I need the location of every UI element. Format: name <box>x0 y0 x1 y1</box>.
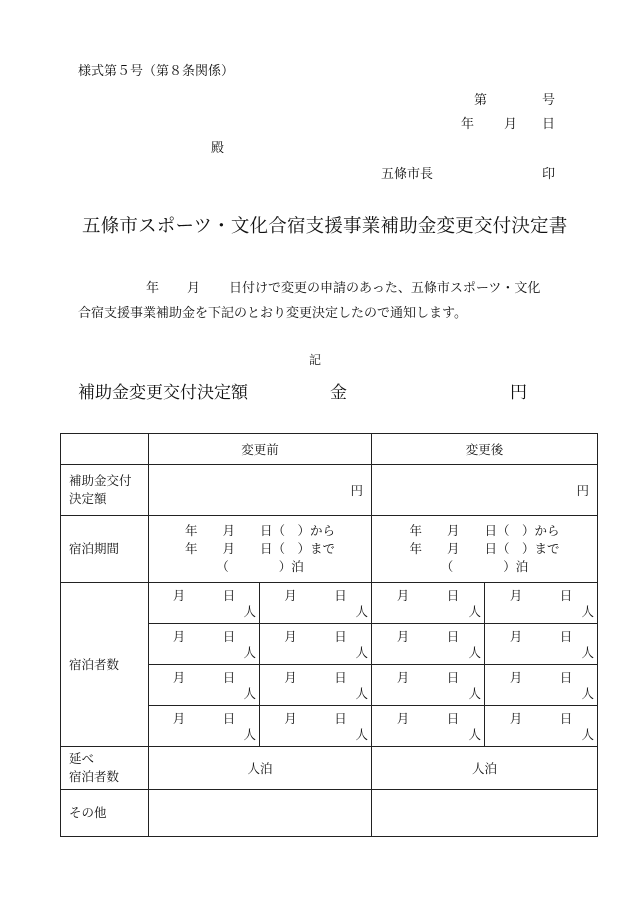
guest-count-cell <box>149 665 260 706</box>
issuer-name: 五條市長 <box>381 167 434 182</box>
month-day: 月 日 <box>284 670 347 685</box>
month-day: 月 日 <box>284 588 347 603</box>
nin-unit: 人 <box>243 604 256 619</box>
nin-unit: 人 <box>243 645 256 660</box>
addressee-dono: 殿 <box>211 141 225 156</box>
total-label-line2: 宿泊者数 <box>69 769 120 784</box>
details-table <box>60 433 598 837</box>
grant-amount-row <box>61 465 598 516</box>
month-day: 月 日 <box>172 629 236 644</box>
guest-count-cell <box>149 624 260 665</box>
document-title: 五條市スポーツ・文化合宿支援事業補助金変更交付決定書 <box>82 216 568 237</box>
other-label: その他 <box>61 790 149 837</box>
grant-amount-label-line2: 決定額 <box>69 491 107 506</box>
period-from: 年 月 日（ ）から <box>409 523 560 538</box>
col-before-header: 変更前 <box>149 434 372 465</box>
month-day: 月 日 <box>396 588 460 603</box>
form-number: 様式第５号（第８条関係） <box>78 64 235 79</box>
body-line2: 合宿支援事業補助金を下記のとおり変更決定したので通知します。 <box>78 306 467 321</box>
month-day: 月 日 <box>509 629 573 644</box>
total-guest-nights-before: 人泊 <box>149 747 372 790</box>
guest-count-cell <box>260 583 372 624</box>
guest-count-cell <box>372 665 485 706</box>
date-year: 年 <box>461 117 475 132</box>
body-month: 月 <box>187 281 201 296</box>
stay-period-after <box>372 516 598 583</box>
body-year: 年 <box>146 281 160 296</box>
guest-count-cell <box>260 706 372 747</box>
period-to: 年 月 日（ ）まで <box>409 541 560 556</box>
other-before <box>149 790 372 837</box>
period-nights: （ ）泊 <box>216 559 304 574</box>
month-day: 月 日 <box>284 629 347 644</box>
doc-number-dai: 第 <box>474 93 488 108</box>
period-to: 年 月 日（ ）まで <box>185 541 336 556</box>
guest-count-cell <box>372 583 485 624</box>
period-nights: （ ）泊 <box>440 559 529 574</box>
nin-unit: 人 <box>468 727 482 742</box>
guest-count-cell <box>485 665 598 706</box>
nin-unit: 人 <box>355 604 369 619</box>
date-month: 月 <box>504 117 518 132</box>
grant-amount-label-line1: 補助金交付 <box>69 473 132 488</box>
col-after-header: 変更後 <box>372 434 598 465</box>
month-day: 月 日 <box>396 711 460 726</box>
nin-unit: 人 <box>468 686 482 701</box>
guest-count-cell <box>149 706 260 747</box>
other-after <box>372 790 598 837</box>
amount-yen: 円 <box>510 383 527 403</box>
nin-unit: 人 <box>581 645 595 660</box>
yen-unit: 円 <box>350 483 364 498</box>
stay-period-before <box>149 516 372 583</box>
nin-unit: 人 <box>581 686 595 701</box>
header-blank-cell <box>61 434 149 465</box>
grant-amount-before <box>149 465 372 516</box>
month-day: 月 日 <box>284 711 347 726</box>
date-day: 日 <box>542 117 556 132</box>
ki-mark: 記 <box>309 353 322 367</box>
month-day: 月 日 <box>172 711 236 726</box>
month-day: 月 日 <box>509 588 573 603</box>
month-day: 月 日 <box>509 670 573 685</box>
stay-period-label: 宿泊期間 <box>61 516 149 583</box>
amount-label: 補助金変更交付決定額 <box>78 383 248 403</box>
guests-label: 宿泊者数 <box>61 583 149 747</box>
guest-count-cell <box>260 665 372 706</box>
nin-unit: 人 <box>355 686 369 701</box>
seal-mark: 印 <box>542 167 556 182</box>
total-guest-nights-label <box>61 747 149 790</box>
month-day: 月 日 <box>172 670 236 685</box>
grant-amount-after <box>372 465 598 516</box>
period-from: 年 月 日（ ）から <box>185 523 336 538</box>
nin-unit: 人 <box>468 604 482 619</box>
nin-unit: 人 <box>243 727 256 742</box>
month-day: 月 日 <box>509 711 573 726</box>
month-day: 月 日 <box>172 588 236 603</box>
month-day: 月 日 <box>396 670 460 685</box>
guest-count-cell <box>485 706 598 747</box>
guest-count-cell <box>485 583 598 624</box>
guest-count-cell <box>485 624 598 665</box>
total-label-line1: 延べ <box>69 751 95 766</box>
guest-count-cell <box>372 624 485 665</box>
yen-unit: 円 <box>576 483 590 498</box>
guest-count-cell <box>260 624 372 665</box>
guest-count-cell <box>372 706 485 747</box>
table-header-row <box>61 434 598 465</box>
nin-unit: 人 <box>581 604 595 619</box>
nin-unit: 人 <box>581 727 595 742</box>
guest-count-cell <box>149 583 260 624</box>
nin-unit: 人 <box>355 645 369 660</box>
nin-unit: 人 <box>243 686 256 701</box>
month-day: 月 日 <box>396 629 460 644</box>
total-guest-nights-after: 人泊 <box>372 747 598 790</box>
grant-amount-label <box>61 465 149 516</box>
nin-unit: 人 <box>468 645 482 660</box>
stay-period-row <box>61 516 598 583</box>
guests-row <box>61 583 598 624</box>
other-row <box>61 790 598 837</box>
total-guest-nights-row <box>61 747 598 790</box>
nin-unit: 人 <box>355 727 369 742</box>
body-line1: 日付けで変更の申請のあった、五條市スポーツ・文化 <box>229 281 541 296</box>
doc-number-go: 号 <box>542 93 556 108</box>
amount-kin: 金 <box>330 383 347 403</box>
